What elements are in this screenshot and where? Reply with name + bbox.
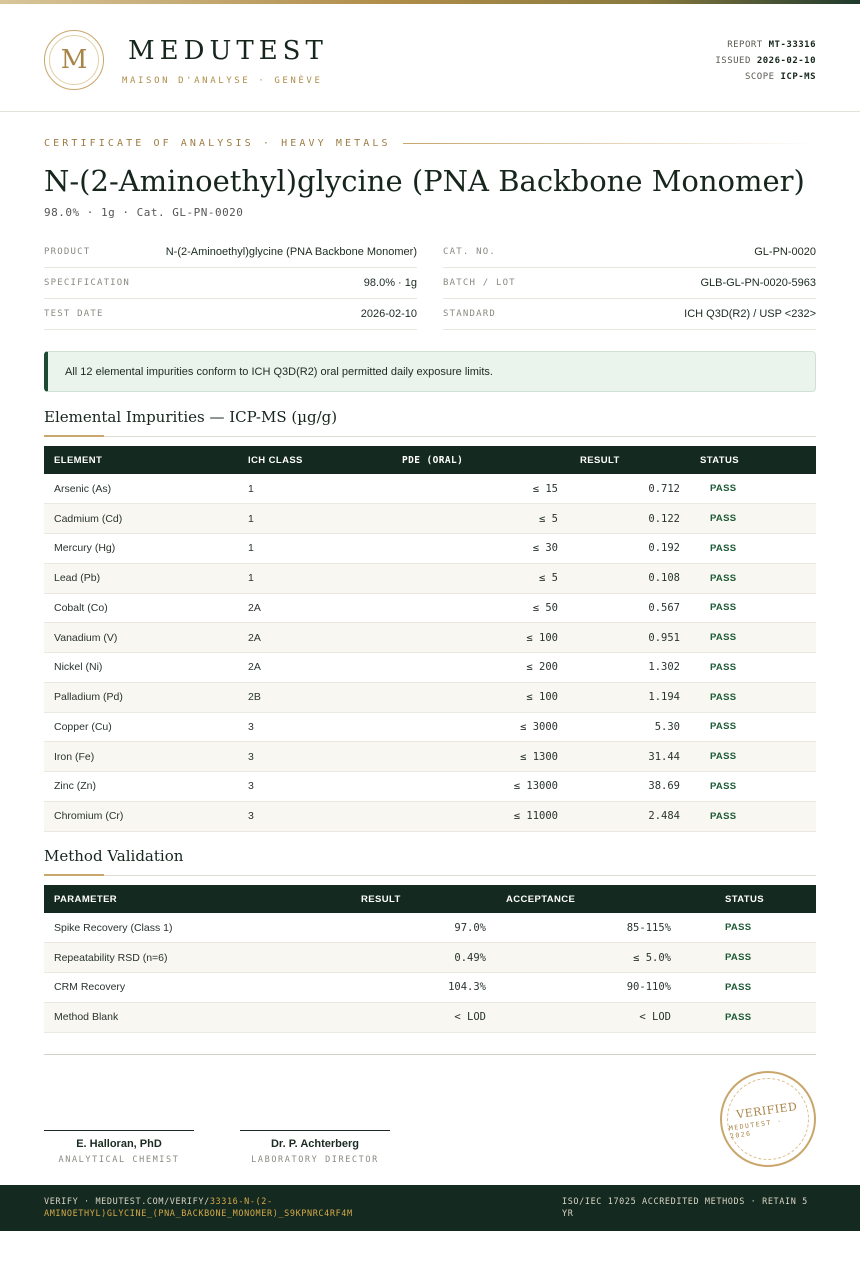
pde-limit: ≤ 15: [368, 474, 568, 504]
brand-tagline: MAISON D'ANALYSE · GENÈVE: [122, 76, 323, 86]
signature-director: [240, 1130, 390, 1165]
impurity-row: [44, 623, 816, 653]
acceptance-value: 90-110%: [496, 973, 681, 1003]
signature-chemist: [44, 1130, 194, 1165]
parameter-name: Repeatability RSD (n=6): [44, 943, 284, 973]
accreditation-note: ISO/IEC 17025 ACCREDITED METHODS · RETAIN 5 YR: [562, 1197, 808, 1219]
impurity-row: [44, 534, 816, 564]
impurity-row: [44, 772, 816, 802]
validation-row: [44, 943, 816, 973]
table-header-row: [44, 446, 816, 474]
status-badge: PASS: [690, 623, 816, 653]
pde-limit: ≤ 100: [368, 682, 568, 712]
parameter-name: Method Blank: [44, 1002, 284, 1032]
status-badge: PASS: [690, 712, 816, 742]
issued-date: ISSUED 2026-02-10: [715, 56, 816, 66]
result-value: 0.951: [568, 623, 690, 653]
impurity-row: [44, 801, 816, 831]
signature-name: Dr. P. Achterberg: [270, 1138, 360, 1150]
result-value: 104.3%: [284, 973, 496, 1003]
status-badge: PASS: [690, 504, 816, 534]
col-acceptance: ACCEPTANCE: [506, 893, 576, 905]
verify-link[interactable]: VERIFY · MEDUTEST.COM/VERIFY/33316-N-(2-AMINOETHYL)GLYCINE_(PNA_BACKBONE_MONOMER)_S9KPNRC4RF4M: [44, 1197, 353, 1219]
impurities-rule: [44, 436, 816, 437]
ich-class: 2A: [238, 623, 368, 653]
result-value: 2.484: [568, 801, 690, 831]
status-badge: PASS: [690, 563, 816, 593]
element-name: Nickel (Ni): [44, 653, 238, 683]
result-value: 0.567: [568, 593, 690, 623]
report-number: REPORT MT-33316: [727, 40, 816, 50]
col-status: STATUS: [700, 454, 739, 466]
status-badge: PASS: [690, 772, 816, 802]
certificate-eyebrow: [44, 138, 816, 149]
conformance-notice: All 12 elemental impurities conform to ICH Q3D(R2) oral permitted daily exposure limits.: [44, 351, 816, 392]
validation-row: [44, 1002, 816, 1032]
signature-role: LABORATORY DIRECTOR: [251, 1155, 379, 1165]
result-value: 1.302: [568, 653, 690, 683]
validation-table: [44, 885, 816, 1033]
validation-row: [44, 973, 816, 1003]
element-name: Mercury (Hg): [44, 534, 238, 564]
pde-limit: ≤ 100: [368, 623, 568, 653]
ich-class: 1: [238, 563, 368, 593]
status-badge: PASS: [690, 474, 816, 504]
scope: SCOPE ICP-MS: [744, 72, 816, 82]
result-value: 0.108: [568, 563, 690, 593]
validation-accent: [44, 874, 104, 876]
report-meta: [715, 37, 816, 85]
element-name: Vanadium (V): [44, 623, 238, 653]
impurity-row: [44, 563, 816, 593]
status-badge: PASS: [690, 593, 816, 623]
status-badge: PASS: [681, 913, 816, 943]
element-name: Copper (Cu): [44, 712, 238, 742]
ich-class: 2A: [238, 653, 368, 683]
element-name: Cobalt (Co): [44, 593, 238, 623]
table-header-row: [44, 885, 816, 913]
report-footer: [0, 1185, 860, 1231]
element-name: Arsenic (As): [44, 474, 238, 504]
impurity-row: [44, 504, 816, 534]
element-name: Chromium (Cr): [44, 801, 238, 831]
verify-code: 33316-N-(2-AMINOETHYL)GLYCINE_(PNA_BACKBONE_MONOMER)_S9KPNRC4RF4M: [44, 1197, 353, 1219]
signature-role: ANALYTICAL CHEMIST: [58, 1155, 180, 1165]
element-name: Lead (Pb): [44, 563, 238, 593]
signature-divider: [44, 1054, 816, 1055]
impurities-table: [44, 446, 816, 832]
parameter-name: Spike Recovery (Class 1): [44, 913, 284, 943]
element-name: Cadmium (Cd): [44, 504, 238, 534]
impurity-row: [44, 682, 816, 712]
pde-limit: ≤ 50: [368, 593, 568, 623]
info-test-date: TEST DATE 2026-02-10: [44, 299, 417, 330]
col-parameter: PARAMETER: [54, 893, 118, 905]
result-value: 38.69: [568, 772, 690, 802]
pde-limit: ≤ 1300: [368, 742, 568, 772]
info-cat-no: CAT. NO. GL-PN-0020: [443, 237, 816, 268]
ich-class: 1: [238, 504, 368, 534]
impurities-accent: [44, 435, 104, 437]
acceptance-value: ≤ 5.0%: [496, 943, 681, 973]
result-value: < LOD: [284, 1002, 496, 1032]
seal-text: VERIFIED: [735, 1099, 799, 1121]
seal-subtext: MEDUTEST · 2026: [728, 1116, 784, 1140]
pde-limit: ≤ 11000: [368, 801, 568, 831]
info-specification: SPECIFICATION 98.0% · 1g: [44, 268, 417, 299]
ich-class: 2A: [238, 593, 368, 623]
status-badge: PASS: [681, 943, 816, 973]
product-subtitle: 98.0% · 1g · Cat. GL-PN-0020: [44, 206, 244, 219]
validation-row: [44, 913, 816, 943]
ich-class: 3: [238, 742, 368, 772]
col-status: STATUS: [725, 893, 764, 905]
col-pde: PDE (ORAL): [402, 454, 464, 466]
eyebrow-text: CERTIFICATE OF ANALYSIS · HEAVY METALS: [44, 138, 391, 149]
impurity-row: [44, 593, 816, 623]
impurities-heading: Elemental Impurities — ICP-MS (µg/g): [44, 408, 338, 426]
result-value: 0.122: [568, 504, 690, 534]
ich-class: 1: [238, 534, 368, 564]
impurity-row: [44, 653, 816, 683]
result-value: 0.49%: [284, 943, 496, 973]
impurity-row: [44, 474, 816, 504]
col-element: ELEMENT: [54, 454, 103, 466]
element-name: Zinc (Zn): [44, 772, 238, 802]
col-result: RESULT: [580, 454, 620, 466]
pde-limit: ≤ 13000: [368, 772, 568, 802]
col-result: RESULT: [361, 893, 401, 905]
ich-class: 2B: [238, 682, 368, 712]
pde-limit: ≤ 3000: [368, 712, 568, 742]
impurity-row: [44, 712, 816, 742]
status-badge: PASS: [690, 653, 816, 683]
pde-limit: ≤ 200: [368, 653, 568, 683]
pde-limit: ≤ 5: [368, 563, 568, 593]
brand-name: MEDUTEST: [128, 36, 328, 66]
info-batch: BATCH / LOT GLB-GL-PN-0020-5963: [443, 268, 816, 299]
impurity-row: [44, 742, 816, 772]
report-header: [0, 4, 860, 112]
result-value: 31.44: [568, 742, 690, 772]
status-badge: PASS: [690, 742, 816, 772]
validation-heading: Method Validation: [44, 847, 184, 865]
info-product: PRODUCT N-(2-Aminoethyl)glycine (PNA Backbone Monomer): [44, 237, 417, 268]
validation-rule: [44, 875, 816, 876]
pde-limit: ≤ 5: [368, 504, 568, 534]
product-title: N-(2-Aminoethyl)glycine (PNA Backbone Monomer): [44, 164, 805, 198]
result-value: 5.30: [568, 712, 690, 742]
verified-seal: [720, 1071, 816, 1167]
pde-limit: ≤ 30: [368, 534, 568, 564]
element-name: Palladium (Pd): [44, 682, 238, 712]
ich-class: 3: [238, 801, 368, 831]
element-name: Iron (Fe): [44, 742, 238, 772]
signature-name: E. Halloran, PhD: [76, 1138, 162, 1150]
acceptance-value: 85-115%: [496, 913, 681, 943]
status-badge: PASS: [681, 973, 816, 1003]
result-value: 97.0%: [284, 913, 496, 943]
brand-logo: [44, 30, 104, 90]
status-badge: PASS: [690, 534, 816, 564]
ich-class: 3: [238, 712, 368, 742]
info-standard: STANDARD ICH Q3D(R2) / USP <232>: [443, 299, 816, 330]
col-ich-class: ICH CLASS: [248, 454, 303, 466]
status-badge: PASS: [690, 682, 816, 712]
result-value: 0.712: [568, 474, 690, 504]
logo-monogram: M: [49, 35, 99, 85]
ich-class: 1: [238, 474, 368, 504]
product-info-grid: [44, 237, 816, 330]
result-value: 0.192: [568, 534, 690, 564]
eyebrow-divider: [403, 143, 816, 144]
status-badge: PASS: [681, 1002, 816, 1032]
acceptance-value: < LOD: [496, 1002, 681, 1032]
status-badge: PASS: [690, 801, 816, 831]
parameter-name: CRM Recovery: [44, 973, 284, 1003]
result-value: 1.194: [568, 682, 690, 712]
ich-class: 3: [238, 772, 368, 802]
